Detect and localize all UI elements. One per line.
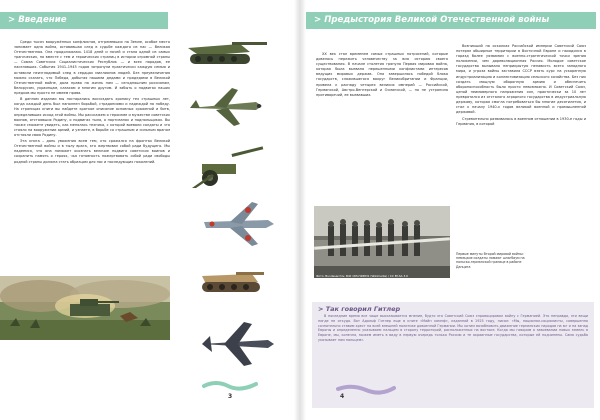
battle-painting (0, 276, 170, 340)
history-paragraph: Стремительно развивалась в военном отношении в 1930-е годы и Германия, в которой (456, 116, 586, 126)
tank-destroyer-image (180, 30, 270, 70)
photo-credit: Фото: Bundesarchiv, Bild 183-H28831 (Wikimedia) / CC BY-SA 3.0 (316, 274, 408, 278)
history-paragraph: Возникший на осколках Российской империи Советский Союз потерял обширные территории в Восточной Европе и находился в горазд более уязвимом с военно-стратегической точки зрения положении, чем дореволюционная Россия. Молодое советское государство вызывало неприкрытую ненависть всего западного мира, и угроза войны заставила СССР взять курс на ускоренную индустриализацию и коллективизацию сельского хозяйства. Без них создать мощную оборонную армию и обеспечить обороноспособность было просто невозможно. И Советский Союз, ценой неимоверного напряжения сил, практически за 10 лет превратился из отсталого аграрного государства в индустриальную державу, которая смогла потребоваться бы многие десятилетия, и стал к началу 1940-х годов великой военной и промышленной державой. (456, 44, 586, 115)
fighter-plane-image (186, 84, 266, 130)
field-gun-image (192, 142, 266, 190)
intro-text (14, 40, 170, 166)
quote-text (318, 314, 588, 344)
quote-heading: > Так говорил Гитлер (318, 305, 401, 313)
history-paragraph: XX век стал временем самых страшных потрясений, которые довелось пережить человечеству за всю историю своего существования. В начале столетия грянула Первая мировая война, которая была вызвана нерешенными конфликтами интересов ведущих мировых держав. Она завершилась победой блока государств, сложившегося вокруг Великобритании и Франции, привела к распаду четырех великих империй — Российской, Германской, Австро-Венгерской и Османской, — но не устранила противоречий, ее вызвавших. (316, 52, 448, 97)
border-crossing-photo (314, 206, 450, 278)
book-gutter (294, 0, 306, 420)
history-column-2 (456, 44, 586, 128)
right-page (300, 0, 600, 420)
did-you-know-label: А ТЫ ЗНАЕШЬ? (536, 279, 580, 290)
brush-decoration-left (202, 378, 258, 392)
history-column-1 (316, 52, 448, 99)
tan-tank-image (196, 260, 266, 300)
page-number: 4 (340, 393, 345, 400)
red-star-plane-image (200, 200, 276, 248)
brush-decoration-right (336, 382, 396, 396)
right-page-title: > Предыстория Великой Отечественной войны (306, 12, 596, 29)
quote-paragraph: В последние время все чаще высказывается мнение, будто это Советский Союз спровоцировал войну с Германией. Это неправда, эти вещи нигде не откуда. Вот Адольф Гитлер еще в книге «Майн кампф», изданной в 1925 году, писал: «Мы, национал-социалисты, совершенно сознательно ставим крест на всей внешней политике довоенной Германии. Мы хотим возобновить движение германских народов на юг и на запад Европы и определенно указываем пальцем в сторону территорий, расположенных на востоке. Когда мы говорим о завоевании новых земель в Европе, мы, конечно, можем иметь в виду в первую очередь только Россию и те окраинные государства, которые ей подчинены. Сама судьба указывает нам пальцем». (318, 314, 588, 342)
intro-paragraph: Среди тысяч вооружённых конфликтов, отгремевших на Земле, особое место занимает одна война, оставившая след в судьбе каждого из нас — Великая Отечественная. Она продолжалась 1418 дней и ночей и стала одной из самых трагических, но вместе с тем и героических страниц в истории огромной страны — Союза Советских Социалистических Республик — и всех народов, ее населявших. События 1941–1945 годов затронули практически каждую семью и оставили неизгладимый след в сердцах миллионов людей. Без преувеличения можно сказать, что Победа, добытая нашими дедами и прадедами в Великой Отечественной войне, дала право на жизнь нам — сегодняшним россиянам, белорусам, украинцам, казахам и многим другим. И забыть о подвигах наших предков мы просто не имеем права. (14, 40, 170, 95)
photo-caption: Первые минуты Второй мировой войны: немецкие солдаты ломают шлагбаум на польско-германской границе в районе Данцига (456, 252, 525, 269)
left-page-title: > Введение (0, 12, 168, 29)
intro-paragraph: В данном издании мы постарались воссоздать хронику тех страшных лет, когда каждый день был наполнен борьбой, страданиями и надеждой на победу. На страницах книги вы найдете краткое описание основных сражений и битв, определивших исход этой войны. Мы расскажем о героизме и мужестве советских воинов, отстоявших Родину, о подвигах тыла, о партизанах и подпольщиках. Вы также сможете увидеть, как менялась техника, с которой воевали солдаты и что стояло на вооружении армий, и узнаете, в борьбе со страшным и сильным врагом отстояли свою Родину. (14, 97, 170, 137)
bomber-plane-image (198, 318, 278, 370)
intro-paragraph: Эта книга – дань уважения всем тем, кто сражался на фронтах Великой Отечественной войны и в тылу врага, кто жертвовал собой ради будущего. Мы надеемся, что она поможет осознать величие подвига советских воинов и сохранить память о героях, чья готовность пожертвовать собой ради свободы родной страны должна стать образцом для нас и последующих поколений. (14, 139, 170, 164)
page-number: 3 (228, 393, 233, 400)
